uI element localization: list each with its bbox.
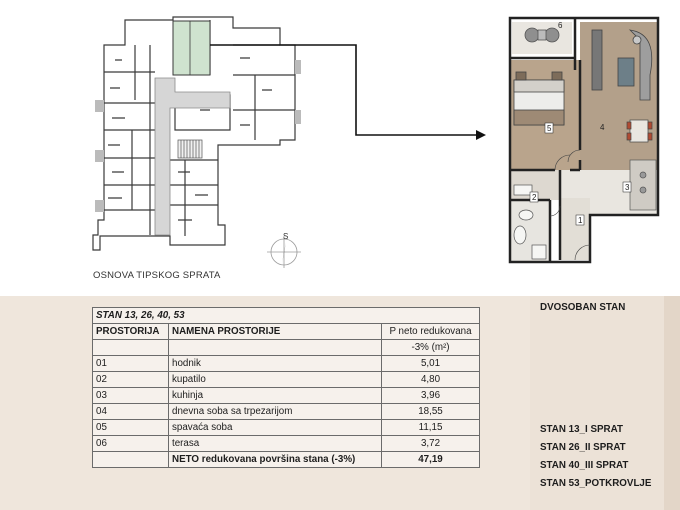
total-row xyxy=(93,452,480,468)
room-area: 4,80 xyxy=(382,372,480,388)
table-row xyxy=(93,388,480,404)
floor-label-2: STAN 26_II SPRAT xyxy=(540,442,626,453)
room-name: terasa xyxy=(169,436,382,452)
room-area: 18,55 xyxy=(382,404,480,420)
room-area: 11,15 xyxy=(382,420,480,436)
room-area-table xyxy=(92,307,480,468)
room-name: spavaća soba xyxy=(169,420,382,436)
floor-label-1: STAN 13_I SPRAT xyxy=(540,424,623,435)
room-id: 04 xyxy=(93,404,169,420)
room-number-2: 2 xyxy=(532,193,537,202)
total-value: 47,19 xyxy=(382,452,480,468)
room-id: 01 xyxy=(93,356,169,372)
floor-label-3: STAN 40_III SPRAT xyxy=(540,460,629,471)
room-number-6: 6 xyxy=(558,21,563,30)
table-title: STAN 13, 26, 40, 53 xyxy=(93,308,480,324)
table-header-row-2 xyxy=(93,340,480,356)
table-row xyxy=(93,436,480,452)
table-title-row xyxy=(93,308,480,324)
room-id: 02 xyxy=(93,372,169,388)
compass-letter: S xyxy=(283,232,289,241)
table-row xyxy=(93,404,480,420)
room-id: 06 xyxy=(93,436,169,452)
total-blank xyxy=(93,452,169,468)
apartment-type-title: DVOSOBAN STAN xyxy=(540,302,626,313)
room-number-5: 5 xyxy=(547,124,552,133)
room-id: 03 xyxy=(93,388,169,404)
room-area: 5,01 xyxy=(382,356,480,372)
total-label: NETO redukovana površina stana (-3%) xyxy=(169,452,382,468)
room-number-1: 1 xyxy=(578,216,583,225)
header-blank-2 xyxy=(169,340,382,356)
room-id: 05 xyxy=(93,420,169,436)
room-number-4: 4 xyxy=(600,123,605,132)
header-blank-1 xyxy=(93,340,169,356)
room-number-3: 3 xyxy=(625,183,630,192)
room-area: 3,72 xyxy=(382,436,480,452)
header-area-line2: -3% (m²) xyxy=(382,340,480,356)
header-area-line1: P neto redukovana xyxy=(382,324,480,340)
table-row xyxy=(93,420,480,436)
apartment-plan xyxy=(500,10,670,270)
floor-plan-caption: OSNOVA TIPSKOG SPRATA xyxy=(93,270,221,281)
table-row xyxy=(93,356,480,372)
panel-edge xyxy=(664,296,680,510)
header-room: PROSTORIJA xyxy=(93,324,169,340)
room-area: 3,96 xyxy=(382,388,480,404)
header-purpose: NAMENA PROSTORIJE xyxy=(169,324,382,340)
room-name: kuhinja xyxy=(169,388,382,404)
room-name: hodnik xyxy=(169,356,382,372)
table-row xyxy=(93,372,480,388)
room-name: dnevna soba sa trpezarijom xyxy=(169,404,382,420)
floor-label-4: STAN 53_POTKROVLJE xyxy=(540,478,652,489)
table-header-row xyxy=(93,324,480,340)
room-name: kupatilo xyxy=(169,372,382,388)
